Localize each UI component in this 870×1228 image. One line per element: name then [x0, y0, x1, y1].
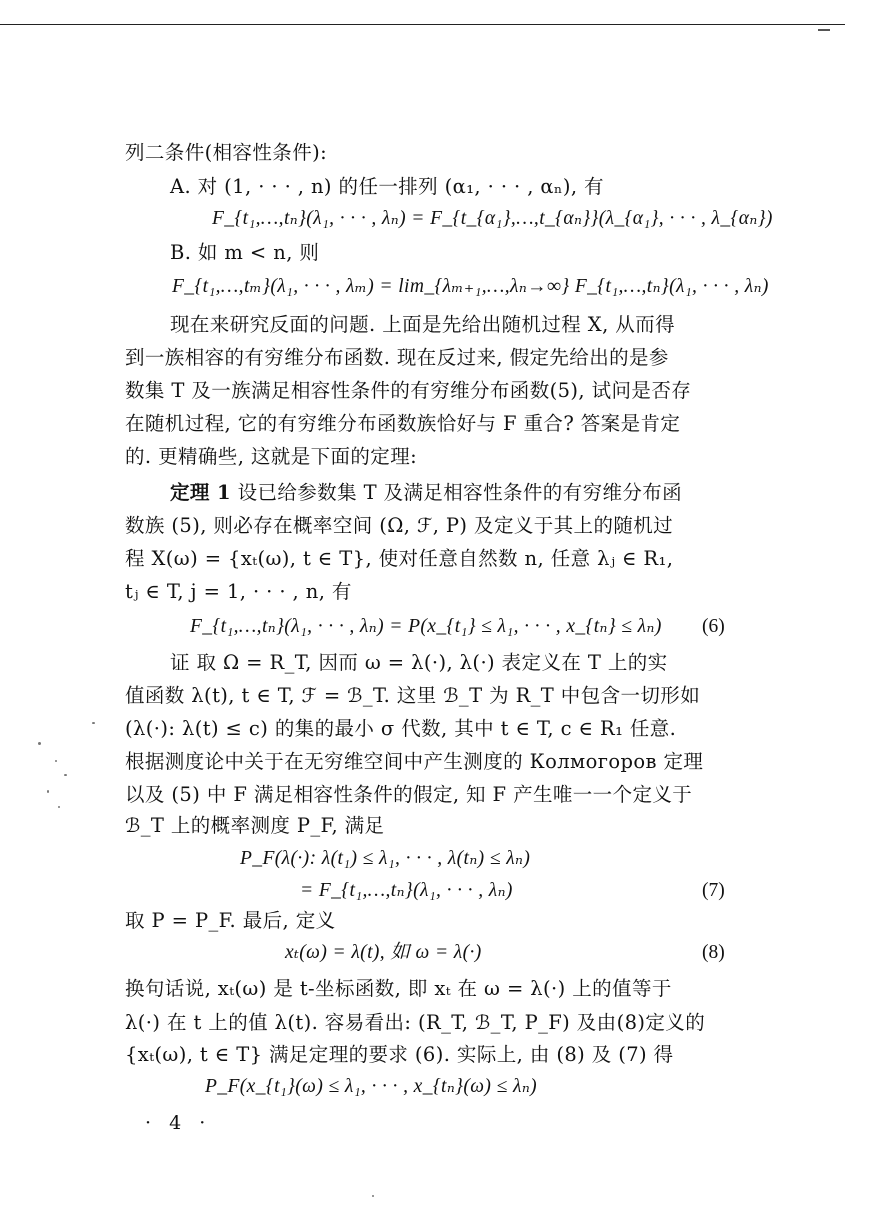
scan-speck — [38, 742, 41, 745]
proof-line: λ(·) 在 t 上的值 λ(t). 容易看出: (R_T, ℬ_T, P_F) 及由(8)定义的 — [125, 1011, 706, 1034]
equation-number-6: (6) — [702, 616, 725, 637]
proof-line: 证 取 Ω = R_T, 因而 ω = λ(·), λ(·) 表定义在 T 上的实 — [170, 651, 668, 674]
equation-6: F_{t₁,…,tₙ}(λ₁, · · · , λₙ) = P(x_{t₁} ≤ λ₁, · · · , x_{tₙ} ≤ λₙ) — [190, 616, 662, 637]
scan-speck — [92, 722, 95, 724]
equation-a: F_{t₁,…,tₙ}(λ₁, · · · , λₙ) = F_{t_{α₁},…,t_{αₙ}}(λ_{α₁}, · · · , λ_{αₙ}) — [212, 208, 773, 229]
text-line: 列二条件(相容性条件): — [125, 141, 328, 164]
header-rule — [0, 24, 845, 25]
theorem-text: 设已给参数集 T 及满足相容性条件的有穷维分布函 — [237, 481, 683, 504]
condition-a: A. 对 (1, · · · , n) 的任一排列 (α₁, · · · , αₙ), 有 — [170, 175, 604, 198]
scan-speck — [58, 806, 60, 808]
scan-speck — [372, 1195, 374, 1197]
page-number: · 4 · — [145, 1112, 212, 1134]
proof-line: 以及 (5) 中 F 满足相容性条件的假定, 知 F 产生唯一一个定义于 — [125, 783, 693, 806]
proof-line: ℬ_T 上的概率测度 P_F, 满足 — [125, 814, 385, 837]
paragraph-line: 现在来研究反面的问题. 上面是先给出随机过程 X, 从而得 — [170, 313, 675, 336]
equation-b: F_{t₁,…,tₘ}(λ₁, · · · , λₘ) = lim_{λₘ₊₁,…,λₙ→∞} F_{t₁,…,tₙ}(λ₁, · · · , λₙ) — [172, 276, 769, 297]
proof-line: (λ(·): λ(t) ≤ c) 的集的最小 σ 代数, 其中 t ∈ T, c ∈ R₁ 任意. — [125, 717, 677, 740]
condition-b: B. 如 m < n, 则 — [170, 241, 320, 264]
theorem-line: tⱼ ∈ T, j = 1, · · · , n, 有 — [125, 580, 352, 603]
proof-line: 取 P = P_F. 最后, 定义 — [125, 909, 336, 932]
theorem-line — [170, 480, 682, 506]
scan-speck — [55, 760, 57, 762]
equation-final: P_F(x_{t₁}(ω) ≤ λ₁, · · · , x_{tₙ}(ω) ≤ λₙ) — [205, 1076, 538, 1097]
proof-line: 换句话说, xₜ(ω) 是 t-坐标函数, 即 xₜ 在 ω = λ(·) 上的值等于 — [125, 977, 672, 1000]
proof-line: 根据测度论中关于在无穷维空间中产生测度的 Колмогоров 定理 — [125, 750, 704, 773]
corner-mark — [818, 29, 830, 31]
paragraph-line: 数集 T 及一族满足相容性条件的有穷维分布函数(5), 试问是否存 — [125, 379, 692, 402]
equation-8: xₜ(ω) = λ(t), 如 ω = λ(·) — [285, 942, 482, 963]
equation-7-part-1: P_F(λ(·): λ(t₁) ≤ λ₁, · · · , λ(tₙ) ≤ λₙ) — [240, 848, 531, 869]
paragraph-line: 到一族相容的有穷维分布函数. 现在反过来, 假定先给出的是参 — [125, 346, 669, 369]
paragraph-line: 的. 更精确些, 这就是下面的定理: — [125, 445, 418, 468]
paragraph-line: 在随机过程, 它的有穷维分布函数族恰好与 F 重合? 答案是肯定 — [125, 412, 681, 435]
theorem-heading: 定理 1 — [170, 481, 231, 504]
theorem-line: 数族 (5), 则必存在概率空间 (Ω, ℱ, P) 及定义于其上的随机过 — [125, 514, 674, 537]
scan-speck — [47, 790, 49, 793]
proof-line: 值函数 λ(t), t ∈ T, ℱ = ℬ_T. 这里 ℬ_T 为 R_T 中包含一切形如 — [125, 684, 701, 707]
proof-line: {xₜ(ω), t ∈ T} 满足定理的要求 (6). 实际上, 由 (8) 及 (7) 得 — [125, 1043, 674, 1066]
equation-7-part-2: = F_{t₁,…,tₙ}(λ₁, · · · , λₙ) — [300, 880, 513, 901]
scan-speck — [64, 774, 67, 776]
equation-number-8: (8) — [702, 942, 725, 963]
equation-number-7: (7) — [702, 880, 725, 901]
theorem-line: 程 X(ω) = {xₜ(ω), t ∈ T}, 使对任意自然数 n, 任意 λⱼ ∈ R₁, — [125, 547, 674, 570]
